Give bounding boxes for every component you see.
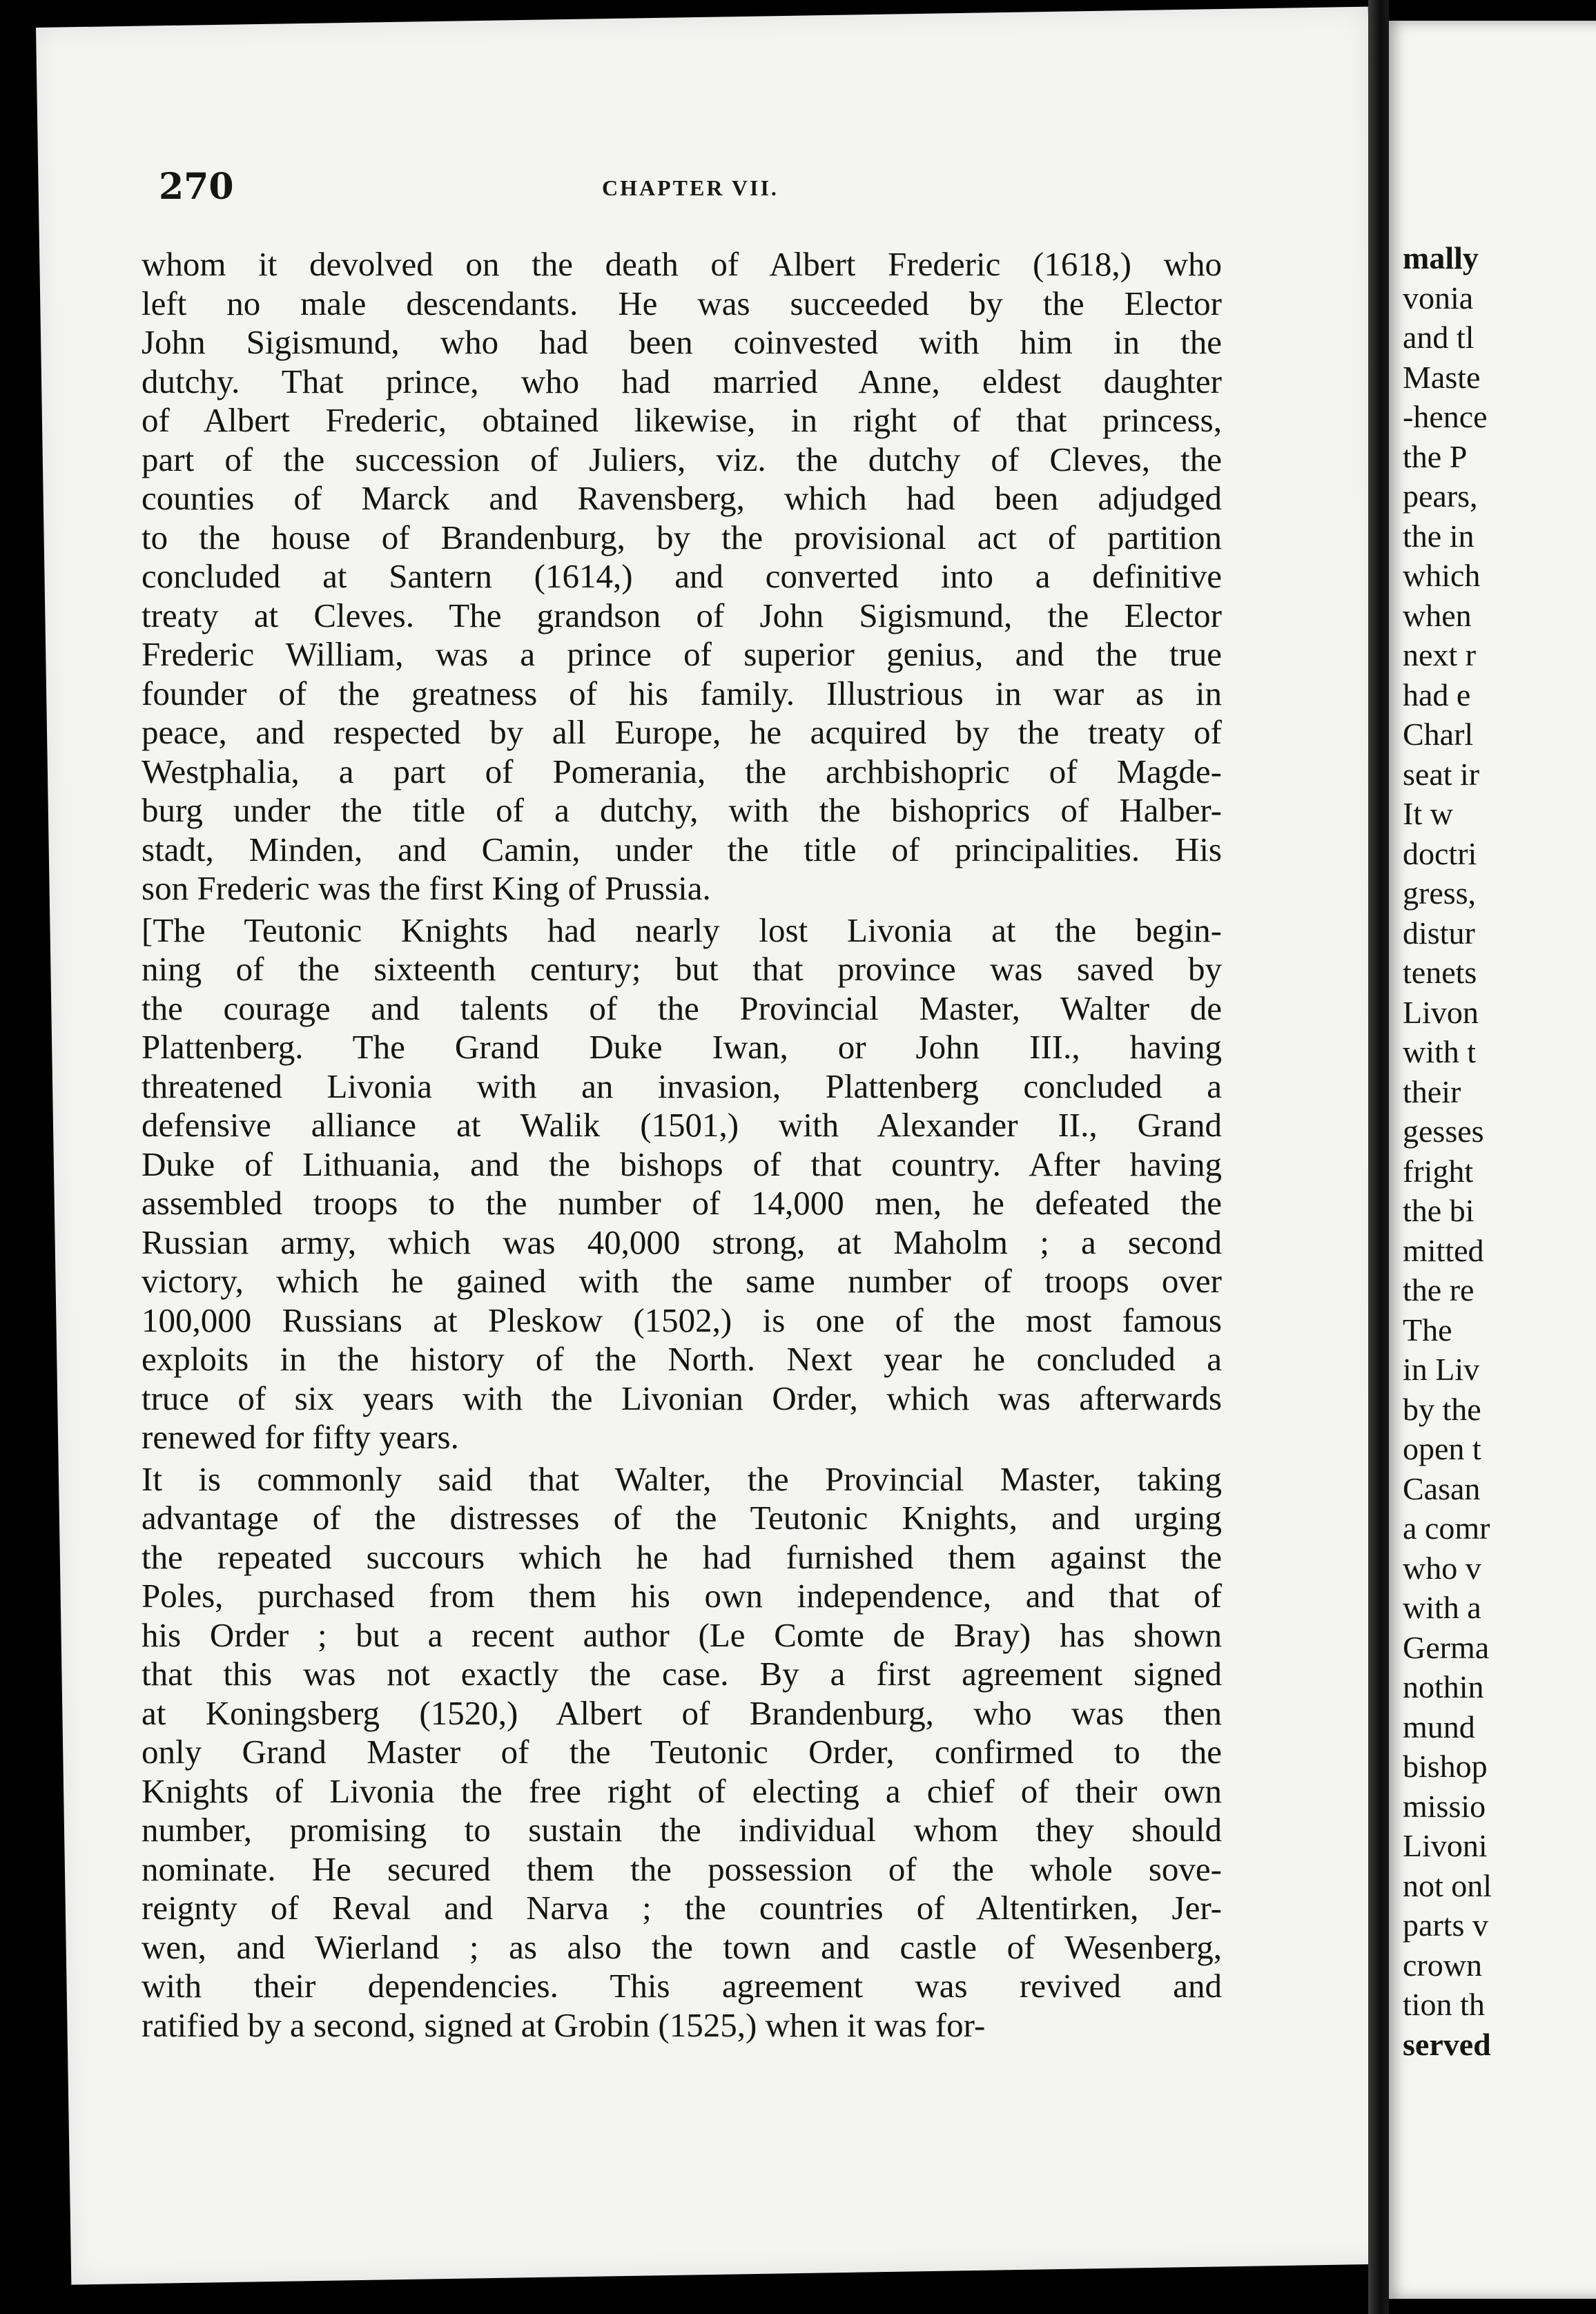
text-line: counties of Marck and Ravensberg, which had been adjudged [142,479,1222,517]
text-line: with their dependencies. This agreement was revived and [142,1967,1222,2005]
right-page-text-line: gress, [1403,875,1477,911]
right-page-text-line: parts v [1403,1907,1488,1943]
right-page-text-line: Germa [1403,1629,1490,1665]
text-line: exploits in the history of the North. Next year he concluded a [142,1340,1222,1378]
text-line: concluded at Santern (1614,) and converted into a definitive [142,557,1222,595]
right-page-text-line: and tl [1403,320,1475,355]
right-page-text-line: missio [1403,1788,1486,1824]
text-line: part of the succession of Juliers, viz. the dutchy of Cleves, the [142,440,1222,478]
text-line: the courage and talents of the Provincial Master, Walter de [142,989,1222,1027]
right-page-text-line: Livoni [1403,1828,1488,1863]
text-line: wen, and Wierland ; as also the town and castle of Wesenberg, [142,1927,1222,1966]
right-page-text-line: mitted [1403,1232,1484,1268]
right-page-text-line: Casan [1403,1470,1481,1506]
right-page-text-line: the P [1403,438,1468,474]
text-line: Russian army, which was 40,000 strong, at Maholm ; a second [142,1223,1222,1261]
text-line: defensive alliance at Walik (1501,) with Alexander II., Grand [142,1106,1222,1144]
right-page-text-line: It w [1403,796,1453,831]
right-page-text-line: vonia [1403,280,1474,315]
text-line: advantage of the distresses of the Teutonic Knights, and urging [142,1499,1222,1537]
right-page-text-line: Livon [1403,994,1479,1030]
right-page-text-line: had e [1403,677,1471,712]
text-line: nominate. He secured them the possession of the whole sove- [142,1849,1222,1888]
right-page-text-line: served [1403,2026,1491,2062]
right-page-text-line: mund [1403,1709,1475,1744]
right-page-text-line: -hence [1403,399,1488,434]
text-line: Duke of Lithuania, and the bishops of that country. After having [142,1145,1222,1183]
text-line: Frederic William, was a prince of superior genius, and the true [142,635,1222,673]
text-line: renewed for fifty years. [142,1418,459,1456]
text-line: ratified by a second, signed at Grobin (1525,) when it was for- [142,2005,986,2044]
right-page-text-line: pears, [1403,478,1478,514]
right-page-text-line: the bi [1403,1193,1475,1228]
text-line: dutchy. That prince, who had married Anne, eldest daughter [142,362,1222,400]
text-line: threatened Livonia with an invasion, Plattenberg concluded a [142,1067,1222,1105]
text-line: to the house of Brandenburg, by the provisional act of partition [142,518,1222,556]
text-line: It is commonly said that Walter, the Provincial Master, taking [142,1459,1222,1498]
text-line: the repeated succours which he had furnished them against the [142,1537,1222,1576]
text-line: that this was not exactly the case. By a first agreement signed [142,1655,1222,1693]
text-line: victory, which he gained with the same number of troops over [142,1262,1222,1300]
text-line: at Koningsberg (1520,) Albert of Brandenburg, who was then [142,1693,1222,1732]
book-gutter [1368,0,1389,2314]
right-page-text-line: crown [1403,1947,1482,1983]
right-page-text-line: their [1403,1073,1461,1109]
text-line: Knights of Livonia the free right of electing a chief of their own [142,1771,1222,1810]
right-page-text-line: the re [1403,1272,1475,1307]
right-page-text-line: a comr [1403,1510,1490,1546]
right-page-text-line: Charl [1403,717,1474,752]
right-page-text-line: in Liv [1403,1352,1480,1387]
right-page-text-line: when [1403,597,1472,633]
text-line: his Order ; but a recent author (Le Comte de Bray) has shown [142,1615,1222,1654]
right-page-text-line: open t [1403,1431,1481,1466]
text-line: son Frederic was the first King of Prussia. [142,869,711,907]
right-page-text-line: mally [1403,240,1479,275]
main-text-column [142,245,1222,2045]
text-line: ning of the sixteenth century; but that province was saved by [142,950,1222,988]
right-page-text-line: tenets [1403,955,1477,990]
right-page-text-line: Maste [1403,359,1481,395]
right-page-text-line: seat ir [1403,756,1480,792]
text-line: whom it devolved on the death of Albert Frederic (1618,) who [142,245,1222,283]
right-page-text-line: gesses [1403,1114,1484,1149]
right-page-text-line: distur [1403,915,1475,951]
text-line: treaty at Cleves. The grandson of John Sigismund, the Elector [142,596,1222,634]
text-line: [The Teutonic Knights had nearly lost Livonia at the begin- [142,911,1222,949]
right-page-text-column [1403,238,1596,2064]
text-line: Poles, purchased from them his own independence, and that of [142,1577,1222,1615]
text-line: Westphalia, a part of Pomerania, the archbishopric of Magde- [142,752,1222,790]
text-line: John Sigismund, who had been coinvested with him in the [142,323,1222,361]
right-page-text-line: with a [1403,1590,1481,1625]
text-line: number, promising to sustain the individual whom they should [142,1811,1222,1849]
right-page-text-line: who v [1403,1550,1481,1586]
right-page-text-line: tion th [1403,1987,1485,2022]
text-line: left no male descendants. He was succeeded by the Elector [142,284,1222,322]
text-line: peace, and respected by all Europe, he acquired by the treaty of [142,713,1222,751]
text-line: reignty of Reval and Narva ; the countries of Altentirken, Jer- [142,1889,1222,1927]
right-page-text-line: with t [1403,1034,1477,1069]
right-page-text-line: doctri [1403,835,1477,871]
right-page-text-line: next r [1403,637,1477,672]
right-page-text-line: not onl [1403,1867,1492,1903]
right-page-text-line: by the [1403,1391,1481,1427]
text-line: 100,000 Russians at Pleskow (1502,) is one of the most famous [142,1301,1222,1339]
text-line: only Grand Master of the Teutonic Order, confirmed to the [142,1733,1222,1771]
right-page-text-line: fright [1403,1153,1474,1189]
text-line: truce of six years with the Livonian Order, which was afterwards [142,1379,1222,1417]
text-line: burg under the title of a dutchy, with the bishoprics of Halber- [142,791,1222,829]
right-page-text-line: bishop [1403,1749,1488,1784]
running-head: CHAPTER VII. [602,175,779,200]
text-line: stadt, Minden, and Camin, under the title of principalities. His [142,830,1222,868]
right-page-text-line: the in [1403,518,1475,554]
page-header [138,166,1243,221]
text-line: Plattenberg. The Grand Duke Iwan, or John III., having [142,1028,1222,1066]
right-page-text-line: nothin [1403,1669,1484,1704]
right-page-text-line: The [1403,1312,1452,1348]
text-line: of Albert Frederic, obtained likewise, in right of that princess, [142,401,1222,439]
text-line: assembled troops to the number of 14,000 men, he defeated the [142,1184,1222,1222]
right-page-text-line: which [1403,558,1481,593]
text-line: founder of the greatness of his family. Illustrious in war as in [142,674,1222,712]
page-number: 270 [159,166,234,208]
